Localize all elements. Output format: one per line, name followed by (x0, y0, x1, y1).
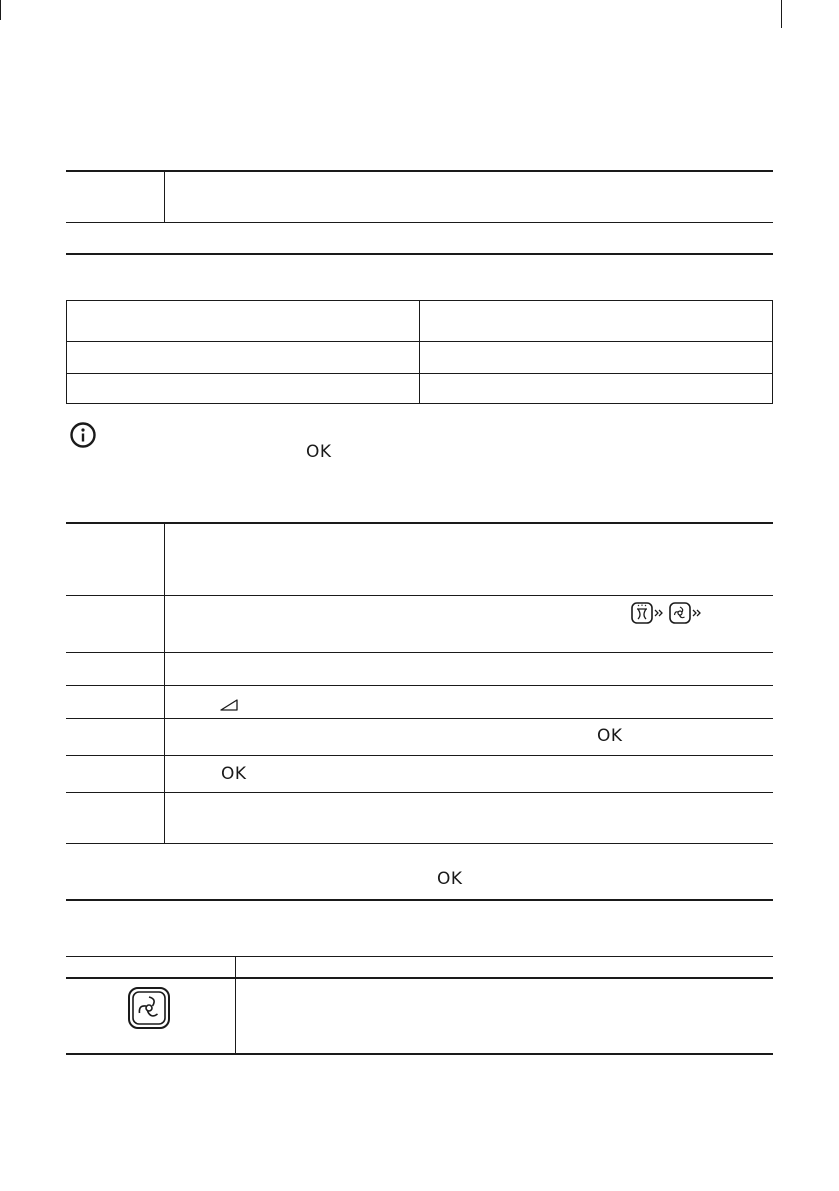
table-3-row-1 (66, 524, 773, 595)
table-3-divider (164, 793, 165, 843)
fan-program-arrow-icon (669, 601, 705, 629)
table-2-divider (419, 374, 420, 403)
info-circle-icon (69, 421, 97, 453)
table-2-row-1 (67, 301, 772, 341)
ramp-triangle-icon (220, 696, 238, 715)
table-3-row-2 (66, 595, 773, 652)
table-2-divider (419, 342, 420, 373)
table-3-row-6 (66, 755, 773, 792)
table-4-divider (235, 979, 236, 1053)
table-3-row-4 (66, 685, 773, 718)
table-1 (66, 170, 773, 255)
table-3 (66, 522, 773, 901)
table-3-divider (164, 524, 165, 595)
table-4-row-1 (66, 977, 773, 1053)
table-2-row-2 (67, 341, 772, 373)
table-3-divider (164, 756, 165, 792)
table-1-divider (164, 172, 165, 222)
table-4-divider (235, 957, 236, 977)
table-4 (66, 956, 773, 1055)
table-4-header-row (66, 957, 773, 977)
table-3-divider (164, 653, 165, 685)
note-ok-label: OK (306, 442, 332, 462)
table-1-row-1 (66, 172, 773, 222)
table-3-row-3 (66, 652, 773, 685)
step-ok-label-b: OK (221, 764, 247, 784)
footer-ok-label: OK (437, 869, 463, 889)
table-3-row-7 (66, 792, 773, 843)
table-1-row-2 (66, 222, 773, 253)
table-3-row-5 (66, 718, 773, 755)
table-3-row-8 (66, 843, 773, 899)
table-3-divider (164, 686, 165, 718)
dough-program-arrow-icon (631, 601, 667, 629)
table-2-divider (419, 301, 420, 341)
step-ok-label-a: OK (597, 726, 623, 746)
crop-mark-top (0, 0, 1, 20)
table-3-divider (164, 719, 165, 755)
table-3-divider (164, 596, 165, 652)
table-2 (66, 300, 773, 404)
table-2-row-3 (67, 373, 772, 403)
crop-mark-right (781, 0, 782, 28)
fan-program-icon (127, 986, 171, 1034)
